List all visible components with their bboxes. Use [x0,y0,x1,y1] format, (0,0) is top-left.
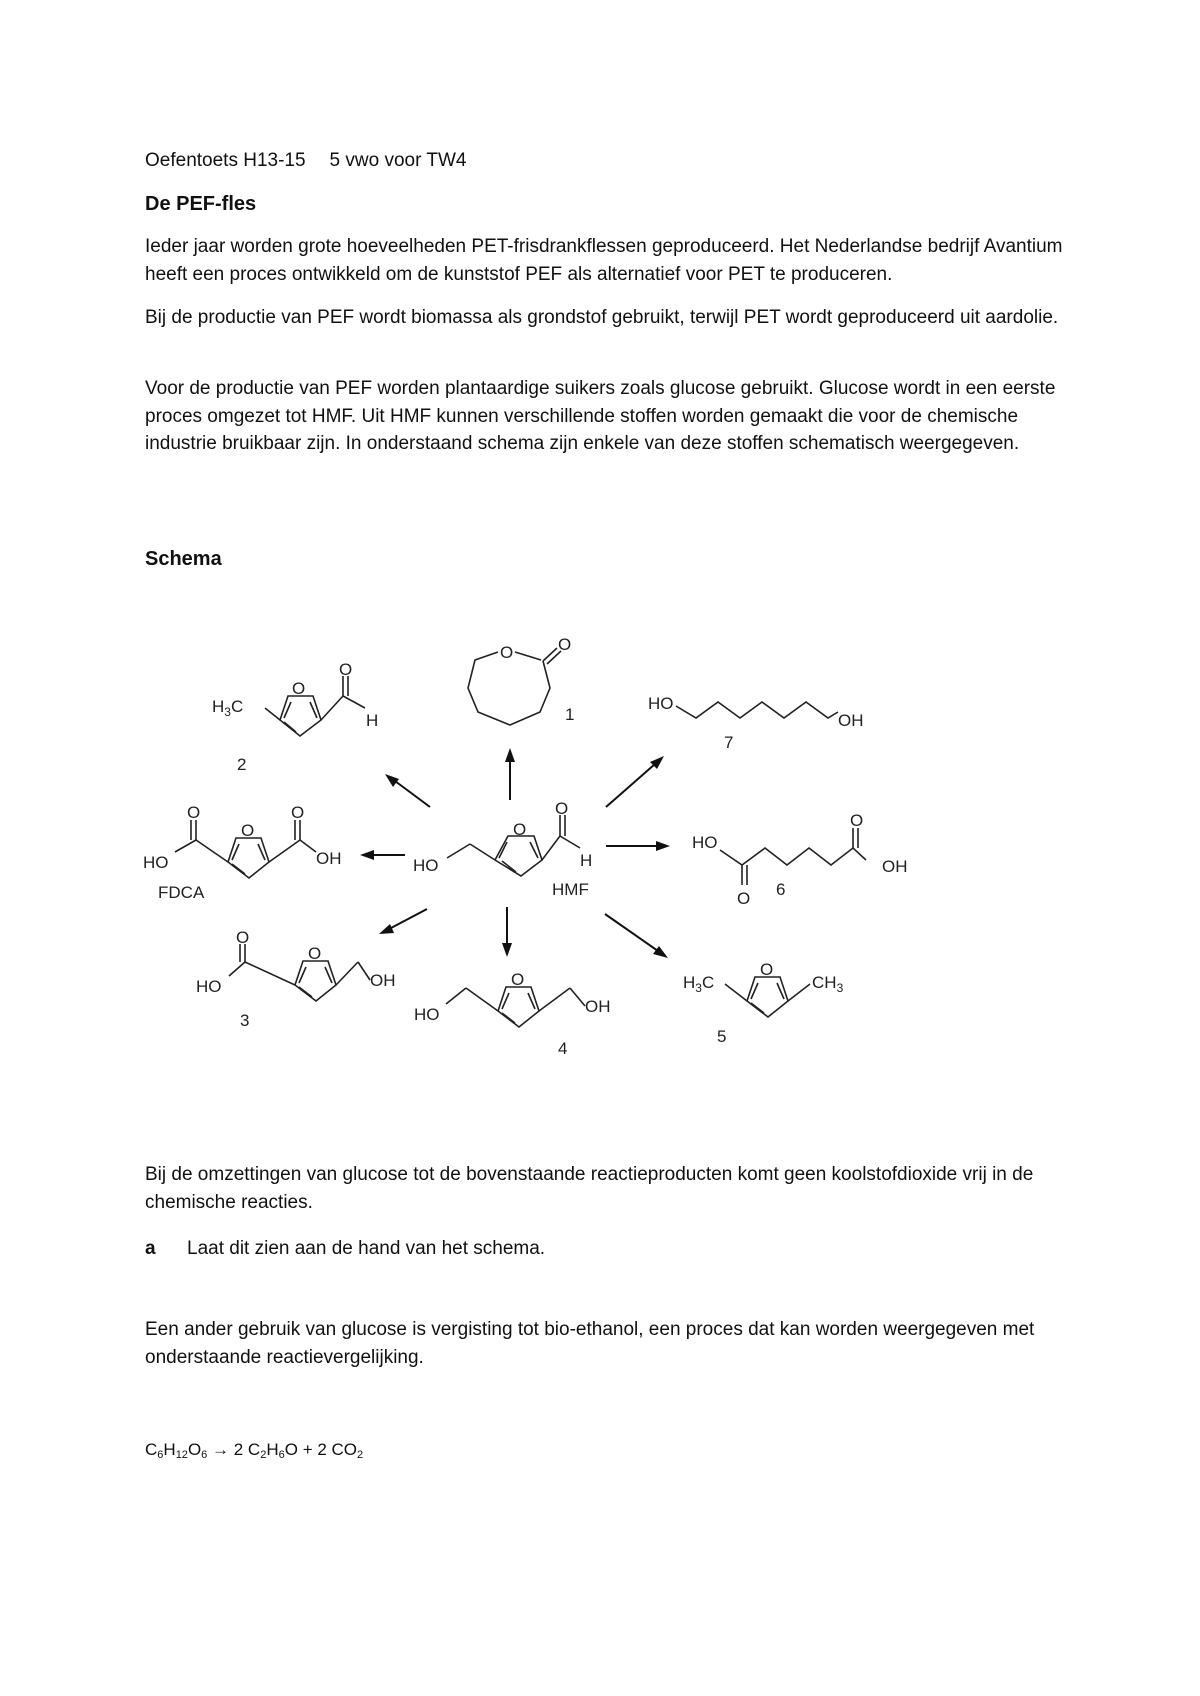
compound-4 [414,970,611,1058]
compound-5 [683,960,844,1046]
question-a-text: Laat dit zien aan de hand van het schema. [187,1238,546,1259]
c4-ring-o: O [511,970,525,989]
c7-oh-label: OH [838,711,864,730]
c1-ring-o: O [500,643,514,662]
compound-2-number: 2 [237,755,247,774]
fdca-molecule [143,803,342,902]
c3-ho-label: HO [196,977,222,996]
c6-ho-label: HO [692,833,718,852]
c5-h3c-label: $H_3C$ [683,973,715,995]
c5-ring-o: O [760,960,774,979]
compound-7-number: 7 [724,733,734,752]
page-title: De PEF-fles [145,193,257,215]
compound-5-number: 5 [717,1027,727,1046]
compound-3 [196,928,396,1030]
arrow-to-3 [379,909,427,934]
c1-carbonyl-o: O [558,635,572,654]
c3-ring-o: O [308,944,322,963]
compound-3-number: 3 [240,1011,250,1030]
hmf-molecule [413,799,592,899]
fdca-ho-label: HO [143,853,169,872]
hmf-carbonyl-o: O [555,799,569,818]
hmf-ring-o: O [513,820,527,839]
c4-oh-label: OH [585,997,611,1016]
c6-top-o: O [850,811,864,830]
header-right: 5 vwo voor TW4 [329,150,467,171]
paragraph-glucose: Voor de productie van PEF worden plantaardige suikers zoals glucose gebruikt. Glucose wordt in een eerste proces omgezet tot HMF. Uit HMF kunnen verschillende stoffen worden gemaakt die voor de chemische industrie bruikbaar zijn. In onderstaand schema zijn enkele van deze stoffen schematisch weergegeven. [145,378,1056,454]
hmf-h-label: H [580,851,593,870]
fdca-right-o: O [291,803,305,822]
arrow-to-5 [605,914,668,958]
c5-ch3-label: $CH_3$ [812,973,844,995]
compound-6-number: 6 [776,880,786,899]
equation-arrow: → [212,1440,230,1459]
arrow-to-7 [606,756,664,807]
question-a-label: a [145,1238,156,1259]
fdca-oh-label: OH [316,849,342,868]
c2-carbonyl-o: O [339,660,353,679]
compound-1-number: 1 [565,705,575,724]
c7-ho-label: HO [648,694,674,713]
c3-carbonyl-o: O [236,928,250,947]
paragraph-biomass: Bij de productie van PEF wordt biomassa als grondstof gebruikt, terwijl PET wordt geproduceerd uit aardolie. [145,307,1059,328]
compound-6 [692,811,908,908]
c6-bottom-o: O [737,889,751,908]
compound-1 [468,635,574,725]
c4-ho-label: HO [414,1005,440,1024]
arrow-to-6 [606,841,670,851]
paragraph-intro: Ieder jaar worden grote hoeveelheden PET-frisdrankflessen geproduceerd. Het Nederlandse bedrijf Avantium heeft een proces ontwikkeld om de kunststof PEF als alternatief voor PET te produceren. [145,236,1063,285]
fdca-left-o: O [187,803,201,822]
reaction-equation: $C_6H_{12}O_6 \to 2$ $C_2H_6O + 2$ $CO_2$ [145,1440,364,1461]
c6-oh-label: OH [882,857,908,876]
paragraph-fermentation: Een ander gebruik van glucose is vergisting tot bio-ethanol, een proces dat kan worden weergegeven met onderstaande reactievergelijking. [145,1319,1035,1368]
arrow-to-1 [505,748,515,800]
c2-h-label: H [366,711,379,730]
compound-7 [648,694,864,752]
arrow-to-fdca [360,850,405,860]
fdca-name: FDCA [158,883,205,902]
question-a [145,1235,1065,1263]
arrow-to-4 [502,907,512,957]
header-left: Oefentoets H13-15 [145,150,306,171]
compound-4-number: 4 [558,1039,568,1058]
fdca-ring-o: O [241,821,255,840]
c3-oh-label: OH [370,971,396,990]
c2-ring-o: O [292,679,306,698]
paragraph-no-co2: Bij de omzettingen van glucose tot de bovenstaande reactieproducten komt geen koolstofdioxide vrij in de chemische reacties. [145,1164,1034,1213]
hmf-ho-label: HO [413,856,439,875]
arrow-to-2 [385,774,430,807]
schema-heading: Schema [145,548,222,570]
compound-2 [212,660,378,774]
hmf-name: HMF [552,880,589,899]
c2-h3c-label: $H_3C$ [212,697,244,719]
